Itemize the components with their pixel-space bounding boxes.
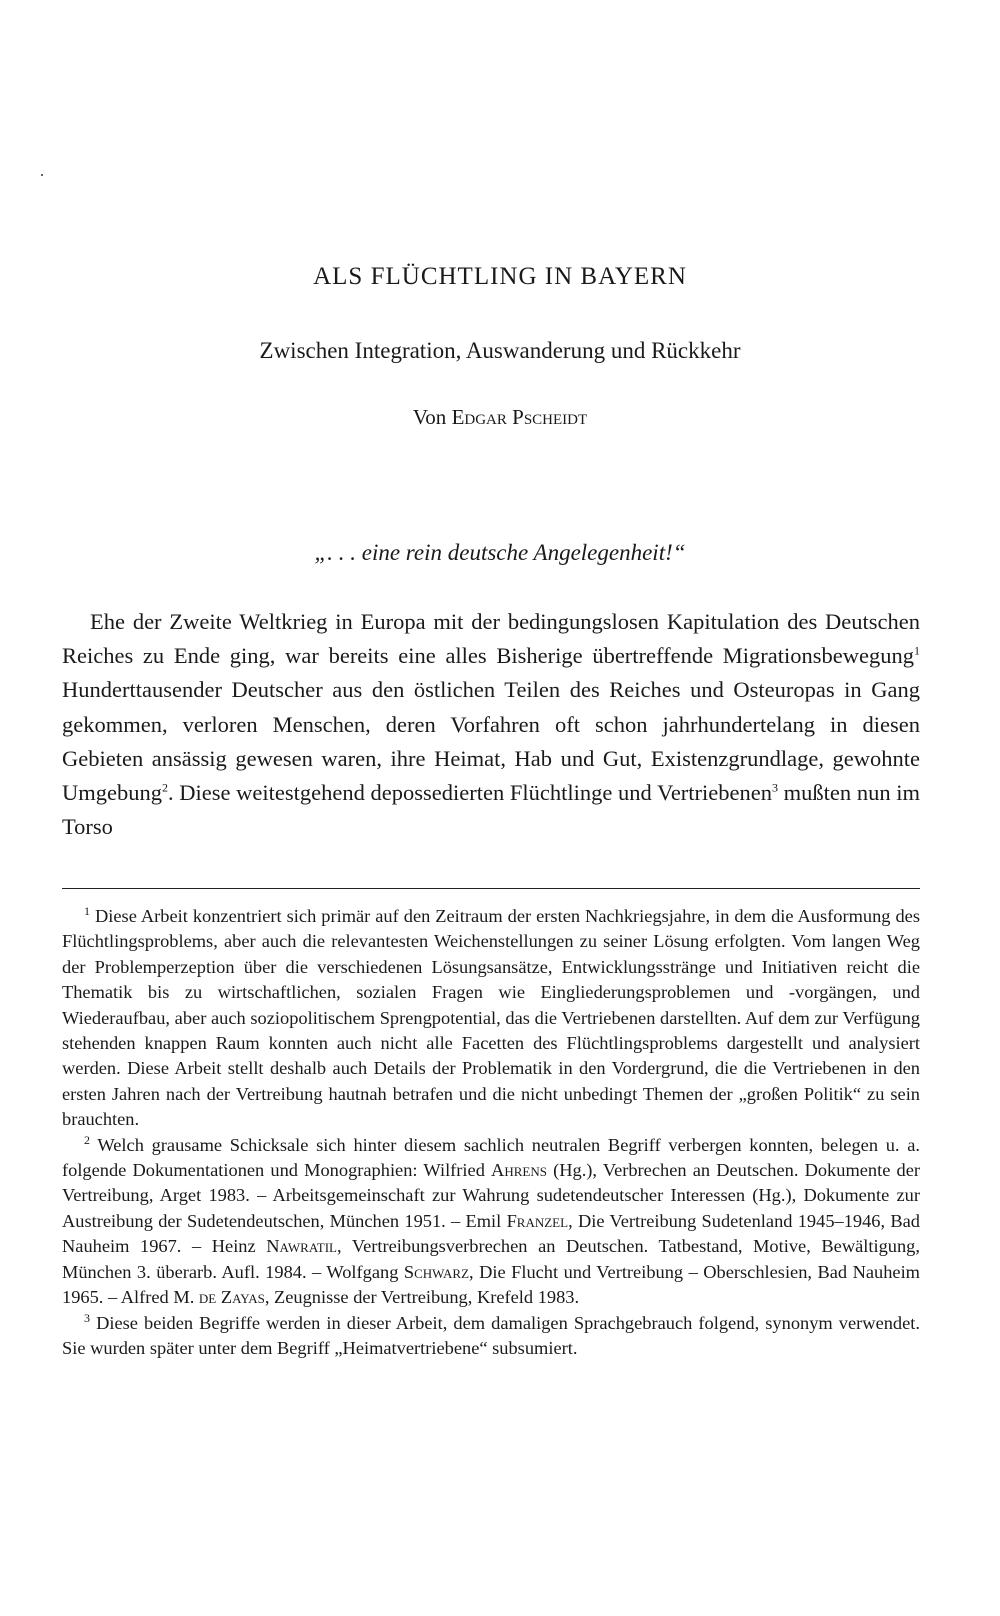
footnote-2 bbox=[62, 1133, 920, 1311]
body-text-segment: . Diese weitestgehend depossedierten Flüchtlinge und Vertriebenen bbox=[168, 780, 773, 806]
author-name: Edgar Pscheidt bbox=[451, 405, 588, 429]
footnote-text: , Zeugnisse der Vertreibung, Krefeld 1983. bbox=[264, 1287, 580, 1308]
footnote-3 bbox=[62, 1311, 920, 1362]
footnote-text: Diese beiden Begriffe werden in dieser Arbeit, dem damaligen Sprachgebrauch folgend, synonym verwendet. Sie wurden später unter dem Begriff „Heimatvertriebene“ subsumiert. bbox=[62, 1312, 920, 1358]
author-line bbox=[0, 405, 1000, 430]
footnote-number: 2 bbox=[84, 1132, 90, 1147]
body-text-segment: Ehe der Zweite Weltkrieg in Europa mit der bedingungslosen Kapitulation des Deutschen Reiches zu Ende ging, war bereits eine alles Bisherige übertreffende Migrationsbewegung bbox=[62, 609, 920, 669]
body-text-segment: Hunderttausender Deutscher aus den östlichen Teilen des Reiches und Osteuropas in Gang gekommen, verloren Menschen, deren Vorfahren oft schon jahrhundertelang in diesen Gebieten ansässig gewesen waren, ihre Heimat, Hab und Gut, Existenzgrundlage, gewohnte Umgebung bbox=[62, 677, 920, 806]
body-paragraph bbox=[62, 605, 920, 844]
footnote-text: , Die Vertreibung Sudetenland 1945–1946, Bad Nauheim 1967. – Heinz bbox=[62, 1210, 921, 1257]
article-subtitle: Zwischen Integration, Auswanderung und Rückkehr bbox=[259, 338, 741, 363]
footnote-text: Welch grausame Schicksale sich hinter diesem sachlich neutralen Begriff verbergen konnten, belegen u. a. folgende Dokumentationen und Monographien: Wilfried bbox=[62, 1134, 920, 1181]
footnote-ref-3: 3 bbox=[772, 780, 779, 795]
epigraph: „. . . eine rein deutsche Angelegenheit!“ bbox=[314, 540, 686, 565]
footnote-number: 3 bbox=[84, 1310, 90, 1325]
footnote-ref-2: 2 bbox=[162, 780, 168, 795]
body-text-segment: mußten nun im Torso bbox=[62, 780, 920, 840]
author-prefix: Von bbox=[412, 405, 447, 429]
footnote-1 bbox=[62, 904, 920, 1133]
footnote-text: , Vertreibungsverbrechen an Deutschen. Tatbestand, Motive, Bewältigung, München 3. überarb. Aufl. 1984. – Wolfgang bbox=[62, 1236, 920, 1282]
cited-author: Ahrens bbox=[491, 1160, 547, 1181]
footnote-text: , Die Flucht und Vertreibung – Oberschlesien, Bad Nauheim 1965. – Alfred M. bbox=[62, 1261, 920, 1308]
cited-author: Nawratil bbox=[266, 1236, 337, 1257]
footnote-text: (Hg.), Verbrechen an Deutschen. Dokumente der Vertreibung, Arget 1983. – Arbeitsgemeinschaft zur Wahrung sudetendeutscher Interessen (Hg.), Dokumente zur Austreibung der Sudetendeutschen, München 1951. – Emil bbox=[62, 1160, 921, 1231]
cited-author: de Zayas bbox=[198, 1287, 265, 1308]
article-title: ALS FLÜCHTLING IN BAYERN bbox=[313, 263, 687, 290]
cited-author: Franzel bbox=[506, 1210, 569, 1231]
footnote-number: 1 bbox=[84, 903, 90, 918]
footnote-ref-1: 1 bbox=[914, 643, 920, 658]
footnote-text: Diese Arbeit konzentriert sich primär auf den Zeitraum der ersten Nachkriegsjahre, in dem die Ausformung des Flüchtlingsproblems, aber auch die relevantesten Weichenstellungen zu seiner Lösung erfolgten. Vom langen Weg der Problemperzeption über die verschiedenen Lösungsansätze, Entwicklungsstränge und Initiativen reicht die Thematik bis zu wirtschaftlichen, sozialen Fragen wie Eingliederungsproblemen und -vorgängen, und Wiederaufbau, aber auch soziopolitischem Sprengpotential, das die Vertriebenen darstellten. Auf dem zur Verfügung stehenden knappen Raum konnten auch nicht alle Facetten des Flüchtlingsproblems dargestellt und analysiert werden. Diese Arbeit stellt deshalb auch Details der Problematik in den Vordergrund, die die Vertriebenen in den ersten Jahren nach der Vertreibung hautnah betrafen und die nicht unbedingt Themen der „großen Politik“ zu sein brauchten. bbox=[62, 906, 920, 1130]
scan-speck bbox=[41, 174, 43, 176]
cited-author: Schwarz bbox=[403, 1261, 470, 1282]
footnote-divider bbox=[62, 888, 920, 889]
footnotes-section bbox=[62, 904, 920, 1361]
